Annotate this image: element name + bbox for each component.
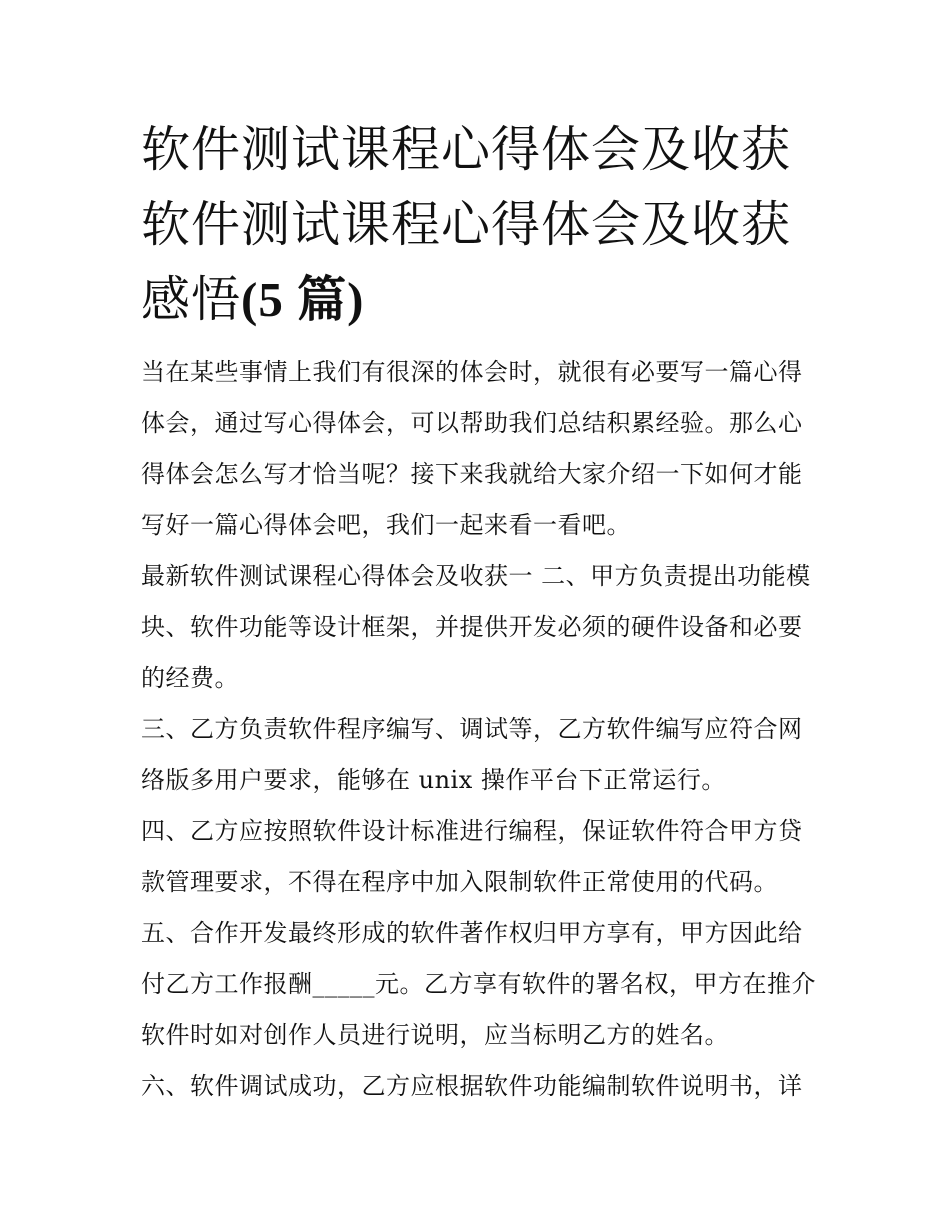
paragraph-clause-3: 三、乙方负责软件程序编写、调试等，乙方软件编写应符合网络版多用户要求，能够在 unix 操作平台下正常运行。 bbox=[141, 715, 803, 794]
paragraph-intro: 当在某些事情上我们有很深的体会时，就很有必要写一篇心得体会，通过写心得体会，可以帮助我们总结积累经验。那么心得体会怎么写才恰当呢？接下来我就给大家介绍一下如何才能写好一篇心得体会吧，我们一起来看一看吧。 bbox=[141, 358, 803, 539]
paragraph-clause-6: 六、软件调试成功，乙方应根据软件功能编制软件说明书，详 bbox=[141, 1072, 803, 1100]
paragraph-clause-5: 五、合作开发最终形成的软件著作权归甲方享有，甲方因此给付乙方工作报酬_____元。乙方享有软件的署名权，甲方在推介软件时如对创作人员进行说明，应当标明乙方的姓名。 bbox=[141, 919, 816, 1049]
title-line-3-suffix: (5 篇) bbox=[241, 272, 365, 327]
paragraph-clause-4: 四、乙方应按照软件设计标准进行编程，保证软件符合甲方贷款管理要求，不得在程序中加入限制软件正常使用的代码。 bbox=[141, 817, 803, 896]
paragraph-clause-2: 最新软件测试课程心得体会及收获一 二、甲方负责提出功能模块、软件功能等设计框架，并提供开发必须的硬件设备和必要的经费。 bbox=[141, 562, 811, 692]
title-line-1: 软件测试课程心得体会及收获 bbox=[141, 121, 792, 178]
title-line-2: 软件测试课程心得体会及收获 bbox=[141, 196, 792, 253]
document-page bbox=[141, 112, 821, 1112]
title-line-3-prefix: 感悟 bbox=[141, 271, 242, 328]
document-title bbox=[141, 112, 821, 337]
